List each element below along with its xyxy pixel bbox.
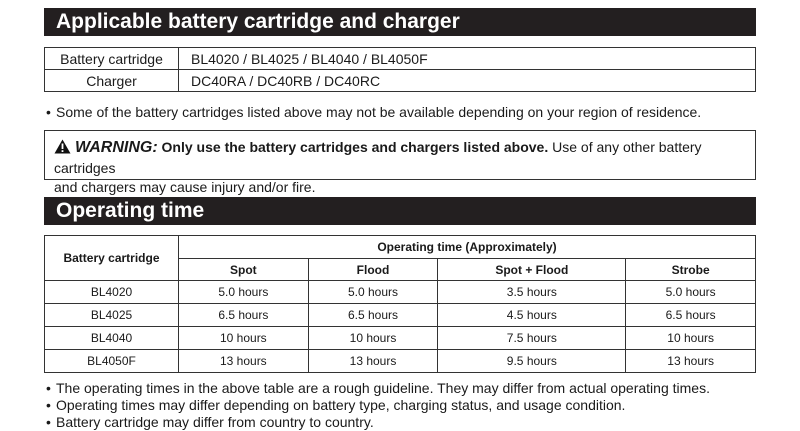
battery-cell: BL4040 xyxy=(45,327,179,350)
time-cell: 6.5 hours xyxy=(179,304,309,327)
time-cell: 3.5 hours xyxy=(438,281,626,304)
section-title: Operating time xyxy=(56,199,205,222)
table-header-row xyxy=(45,236,756,259)
time-cell: 13 hours xyxy=(626,350,756,373)
row-label: Battery cartridge xyxy=(45,48,179,70)
time-cell: 5.0 hours xyxy=(179,281,309,304)
compatibility-table xyxy=(44,47,756,92)
time-cell: 6.5 hours xyxy=(626,304,756,327)
time-cell: 10 hours xyxy=(308,327,438,350)
table-row xyxy=(45,350,756,373)
operating-time-table xyxy=(44,235,756,373)
row-value: BL4020 / BL4025 / BL4040 / BL4050F xyxy=(179,48,756,70)
battery-cell: BL4025 xyxy=(45,304,179,327)
availability-note xyxy=(46,104,701,121)
time-cell: 9.5 hours xyxy=(438,350,626,373)
battery-column-header: Battery cartridge xyxy=(45,236,179,281)
footnote-text: Battery cartridge may differ from country to country. xyxy=(56,414,374,430)
column-header-spot-flood: Spot + Flood xyxy=(438,259,626,281)
warning-triangle-icon xyxy=(54,139,71,159)
footnote xyxy=(46,380,710,397)
warning-bold-text: Only use the battery cartridges and chargers listed above. xyxy=(161,139,549,155)
warning-line-2: and chargers may cause injury and/or fire. xyxy=(54,179,316,195)
column-header-strobe: Strobe xyxy=(626,259,756,281)
section-title: Applicable battery cartridge and charger xyxy=(56,10,460,33)
time-cell: 7.5 hours xyxy=(438,327,626,350)
table-row xyxy=(45,304,756,327)
operating-time-group-header: Operating time (Approximately) xyxy=(179,236,756,259)
warning-box xyxy=(44,130,756,195)
table-row xyxy=(45,327,756,350)
time-cell: 10 hours xyxy=(626,327,756,350)
table-row xyxy=(45,70,756,92)
battery-cell: BL4050F xyxy=(45,350,179,373)
bullet: • xyxy=(46,414,51,430)
column-header-flood: Flood xyxy=(308,259,438,281)
time-cell: 13 hours xyxy=(308,350,438,373)
footnote xyxy=(46,397,625,414)
time-cell: 6.5 hours xyxy=(308,304,438,327)
row-value: DC40RA / DC40RB / DC40RC xyxy=(179,70,756,92)
warning-title: WARNING: xyxy=(75,139,158,156)
battery-cell: BL4020 xyxy=(45,281,179,304)
table-row xyxy=(45,48,756,70)
time-cell: 4.5 hours xyxy=(438,304,626,327)
warning-line-1 xyxy=(54,138,755,178)
bullet: • xyxy=(46,380,51,396)
time-cell: 13 hours xyxy=(179,350,309,373)
footnote-text: The operating times in the above table are a rough guideline. They may differ from actual operating times. xyxy=(56,380,710,396)
column-header-spot: Spot xyxy=(179,259,309,281)
footnote xyxy=(46,414,374,431)
row-label: Charger xyxy=(45,70,179,92)
warning-text: Use of any other battery cartridges xyxy=(54,139,702,176)
time-cell: 5.0 hours xyxy=(626,281,756,304)
section-header-operating-time xyxy=(44,197,756,225)
footnote-text: Operating times may differ depending on battery type, charging status, and usage condition. xyxy=(56,397,626,413)
time-cell: 5.0 hours xyxy=(308,281,438,304)
time-cell: 10 hours xyxy=(179,327,309,350)
section-header-battery-charger xyxy=(44,8,756,36)
table-row xyxy=(45,281,756,304)
bullet: • xyxy=(46,104,51,120)
note-text: Some of the battery cartridges listed above may not be available depending on your region of residence. xyxy=(56,104,702,120)
bullet: • xyxy=(46,397,51,413)
